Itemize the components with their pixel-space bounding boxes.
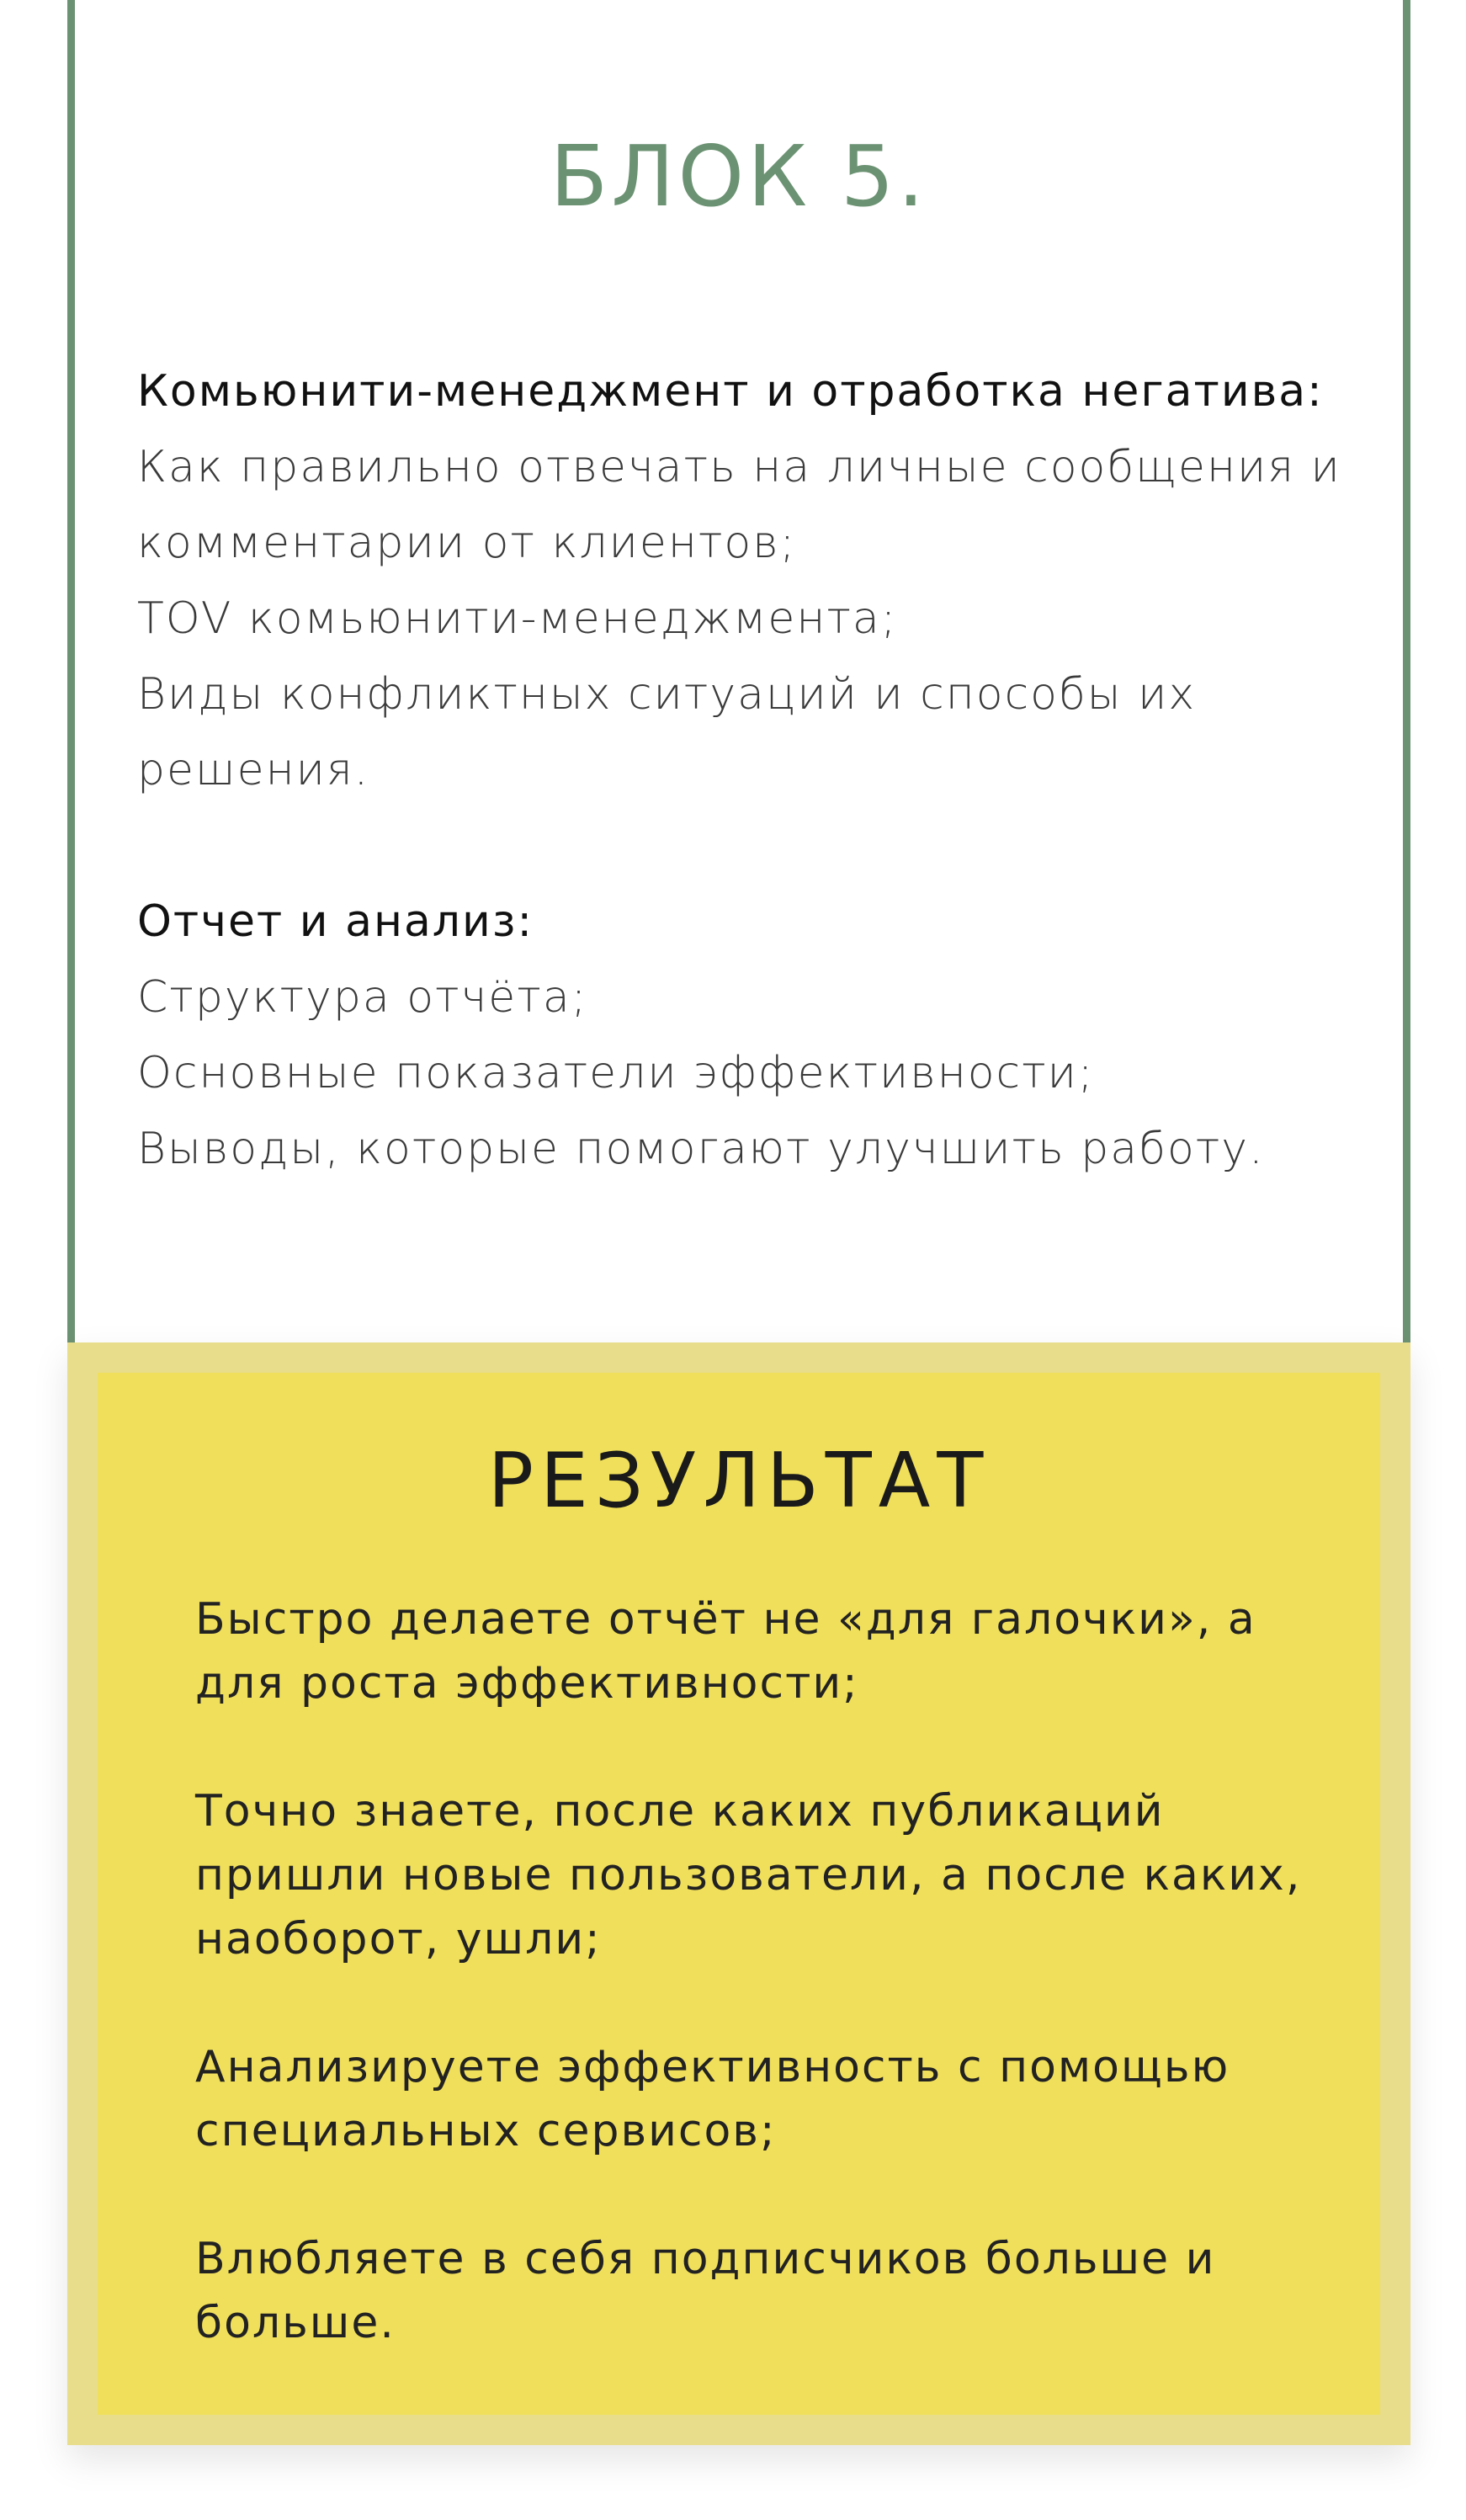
result-item: Анализируете эффективность с помощью специальных сервисов; [195,2042,1230,2156]
result-item: Точно знаете, после каких публикаций пришли новые пользователи, а после каких, наоборот, ушли; [195,1786,1302,1964]
list-item: Как правильно отвечать на личные сообщения и комментарии от клиентов; [137,442,1341,568]
list-item: Структура отчёта; [137,972,588,1023]
section-report-analysis [137,884,1357,1187]
list-item: Выводы, которые помогают улучшить работу. [137,1124,1265,1174]
section-heading: Отчет и анализ: [137,896,534,947]
result-item: Влюбляете в себя подписчиков больше и больше. [195,2234,1216,2348]
block-content [137,354,1357,1263]
list-item: Виды конфликтных ситуаций и способы их решения. [137,669,1197,795]
result-title: РЕЗУЛЬТАТ [487,1437,991,1525]
block-title: БЛОК 5. [550,127,928,226]
result-card [67,1342,1410,2445]
list-item: TOV комьюнити-менеджмента; [137,593,898,644]
result-item: Быстро делаете отчёт не «для галочки», а для роста эффективности; [195,1594,1256,1709]
result-list [195,1587,1357,2419]
list-item: Основные показатели эффективности; [137,1048,1095,1098]
block-card [67,0,1410,1353]
section-heading: Комьюнити-менеджмент и отработка негатива: [137,366,1324,417]
section-community-management [137,354,1357,808]
result-panel [98,1373,1380,2415]
